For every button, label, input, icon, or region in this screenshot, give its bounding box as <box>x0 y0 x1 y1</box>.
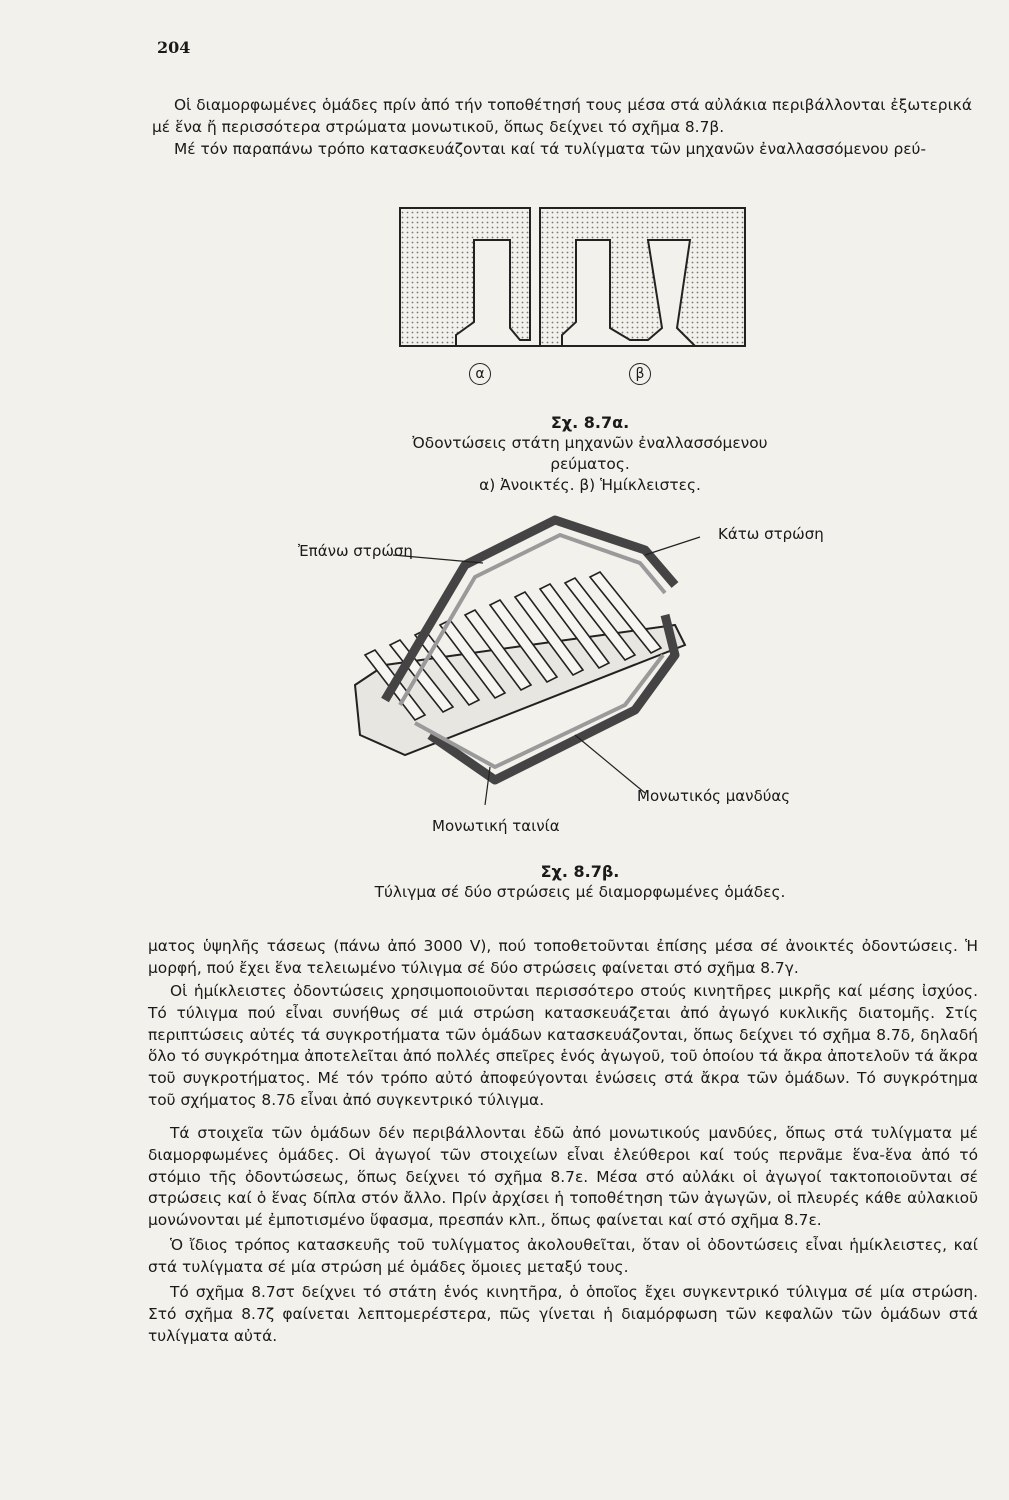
label-beta: β <box>629 363 651 385</box>
figure-a-caption <box>380 412 800 496</box>
paragraph-bottom-4: Ὁ ἴδιος τρόπος κατασκευῆς τοῦ τυλίγματος ἀκολουθεῖται, ὅταν οἱ ὀδοντώσεις εἶναι ἡμίκλειστες, καί στά τυλίγματα σέ μία στρώση μέ ὁμάδες ὅμοιες μεταξύ τους. <box>148 1236 978 1276</box>
open-slot-teeth <box>400 208 530 346</box>
figure-b-caption-line: Τύλιγμα σέ δύο στρώσεις μέ διαμορφωμένες ὁμάδες. <box>374 883 786 901</box>
label-insulating-tape: Μονωτική ταινία <box>432 817 560 835</box>
paragraph-bottom-2: Οἱ ἡμίκλειστες ὀδοντώσεις χρησιμοποιοῦνται περισσότερο στούς κινητῆρες μικρῆς καί μέσης ἰσχύος. Τό τύλιγμα πού εἶναι συνήθως σέ μιά στρώση κατασκευάζεται ἀπό ἀγωγό κυκλικῆς διατομῆς. Στίς περιπτώσεις αὐτές τά συγκροτήματα τῶν ὁμάδων κατασκευάζονται, ὅπως δείχνει τό σχῆμα 8.7δ, δηλαδή ὅλο τό συγκρότημα ἀποτελεῖται ἀπό πολλές σπεῖρες ἑνός ἀγωγοῦ, τοῦ ὁποίου τά ἄκρα ἀποτελοῦν τά ἄκρα τοῦ συγκροτήματος. Μέ τόν τρόπο αὐτό ἀποφεύγονται ἑνώσεις στά ἄκρα τῶν ὁμάδων. Τό συγκρότημα τοῦ σχήματος 8.7δ εἶναι ἀπό συγκεντρικό τύλιγμα. <box>148 982 978 1109</box>
figure-b-number: Σχ. 8.7β. <box>540 862 620 881</box>
figure-a-caption-line1: Ὀδοντώσεις στάτη μηχανῶν ἐναλλασσόμενου ρεύματος. <box>412 434 768 473</box>
label-alpha: α <box>469 363 491 385</box>
figure-a-caption-line2: α) Ἀνοικτές. β) Ἡμίκλειστες. <box>479 476 701 494</box>
label-insulating-sleeve: Μονωτικός μανδύας <box>637 787 791 805</box>
paragraph-bottom-1: ματος ὑψηλῆς τάσεως (πάνω ἀπό 3000 V), πού τοποθετοῦνται ἐπίσης μέσα σέ ἀνοικτές ὀδοντώσεις. Ἡ μορφή, πού ἔχει ἕνα τελειωμένο τύλιγμα σέ δύο στρώσεις φαίνεται στό σχῆμα 8.7γ. <box>148 937 978 977</box>
figure-a-number: Σχ. 8.7α. <box>550 413 630 432</box>
two-layer-winding-figure <box>345 505 825 805</box>
paragraph-bottom-3: Τά στοιχεῖα τῶν ὁμάδων δέν περιβάλλονται ἐδῶ ἀπό μονωτικούς μανδύες, ὅπως στά τυλίγματα μέ διαμορφωμένες ὁμάδες. Οἱ ἀγωγοί τῶν στοιχείων εἶναι ἐλεύθεροι καί τούς περνᾶμε ἕνα-ἕνα ἀπό τό στόμιο τῆς ὀδοντώσεως, ὅπως δείχνει τό σχῆμα 8.7ε. Μέσα στό αὐλάκι οἱ ἀγωγοί τακτοποιοῦνται σέ στρώσεις καί ὁ ἕνας δίπλα στόν ἄλλο. Πρίν ἀρχίσει ἡ τοποθέτηση τῶν ἀγωγῶν, οἱ πλευρές κάθε αὐλακιοῦ μονώνονται μέ ἐμποτισμένο ὕφασμα, πρεσπάν κλπ., ὅπως φαίνεται καί στό σχῆμα 8.7ε. <box>148 1124 978 1230</box>
paragraph-top-2: Μέ τόν παραπάνω τρόπο κατασκευάζονται καί τά τυλίγματα τῶν μηχανῶν ἐναλλασσόμενου ρεύ- <box>174 140 926 158</box>
label-upper-layer: Ἐπάνω στρώση <box>298 542 413 560</box>
paragraph-top-1: Οἱ διαμορφωμένες ὁμάδες πρίν ἀπό τήν τοποθέτησή τους μέσα στά αὐλάκια περιβάλλονται ἐξωτερικά μέ ἕνα ἤ περισσότερα στρώματα μονωτικοῦ, ὅπως δείχνει τό σχῆμα 8.7β. <box>152 96 972 136</box>
label-lower-layer: Κάτω στρώση <box>718 525 824 543</box>
page-number: 204 <box>157 38 191 57</box>
figure-b-caption <box>300 861 860 903</box>
paragraph-bottom-5: Τό σχῆμα 8.7στ δείχνει τό στάτη ἑνός κινητῆρα, ὁ ὁποῖος ἔχει συγκεντρικό τύλιγμα σέ μία στρώση. Στό σχῆμα 8.7ζ φαίνεται λεπτομερέστερα, πῶς γίνεται ἡ διαμόρφωση τῶν κεφαλῶν τῶν ὁμάδων στά τυλίγματα αὐτά. <box>148 1283 978 1345</box>
semi-closed-slot-teeth <box>540 208 745 346</box>
stator-teeth-figure <box>390 200 750 360</box>
